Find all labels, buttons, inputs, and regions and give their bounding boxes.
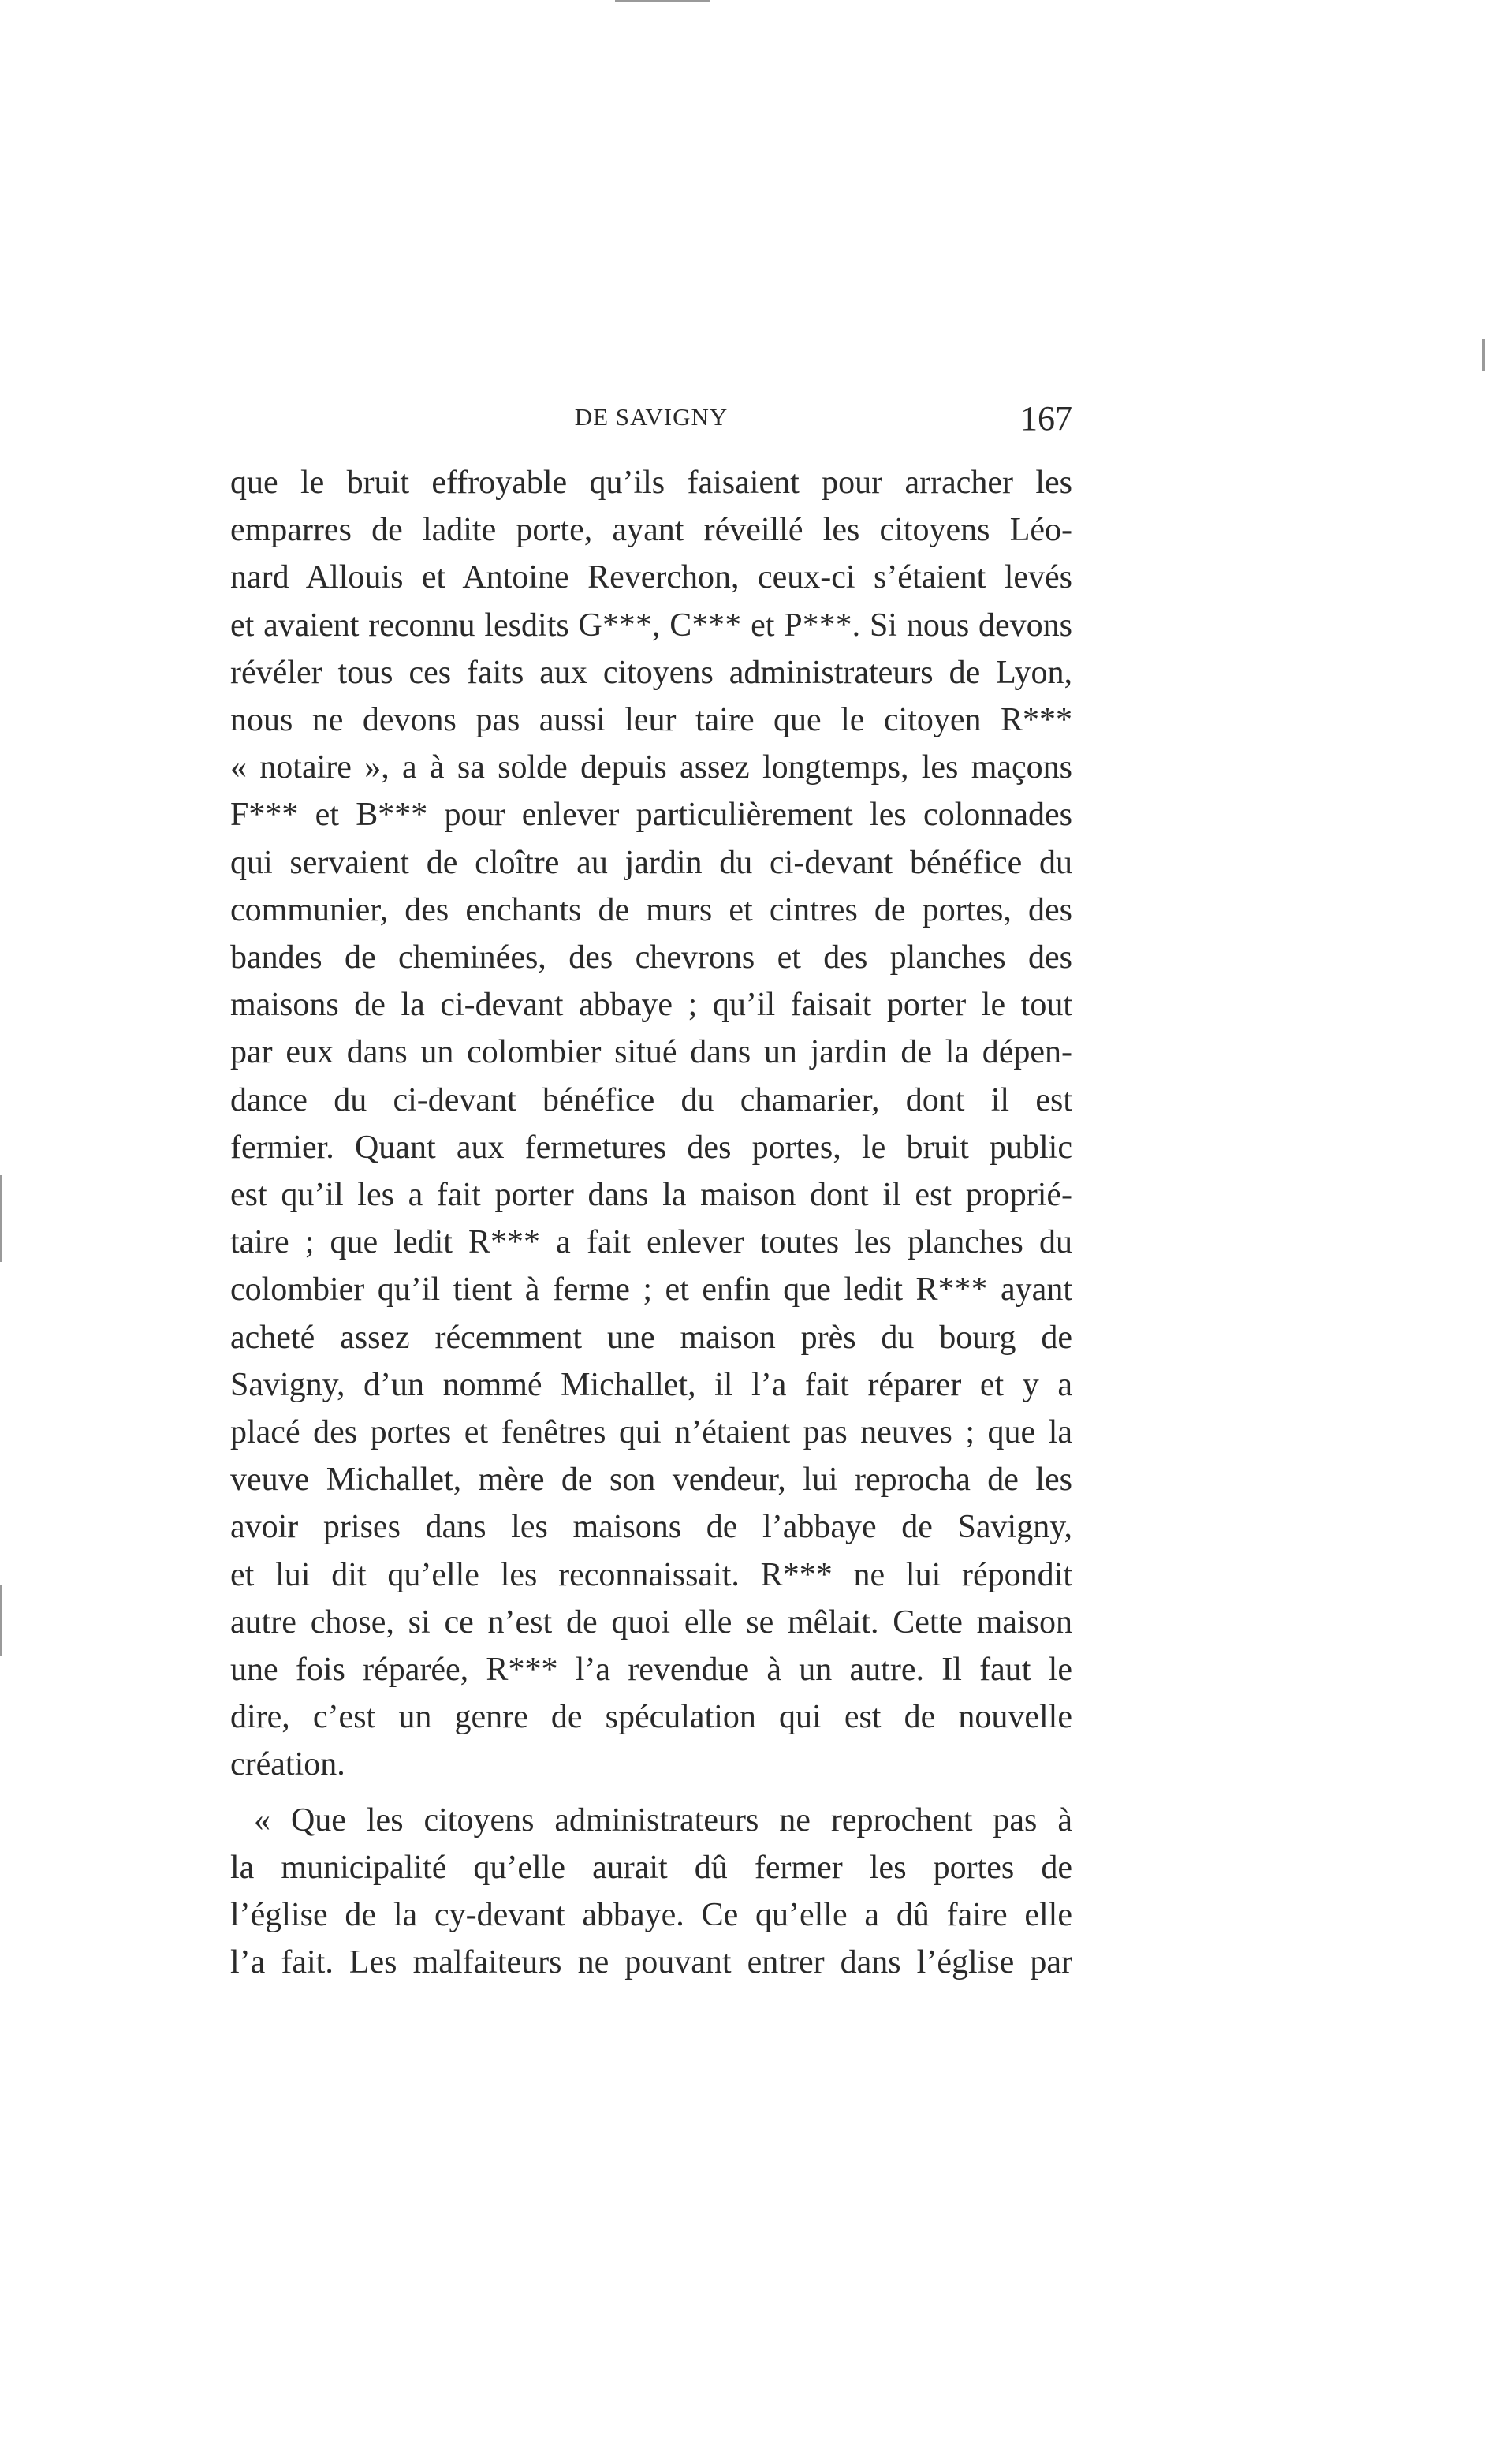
running-title: DE SAVIGNY: [574, 403, 729, 431]
text-line: nard Allouis et Antoine Reverchon, ceux-ci s’étaient levés: [230, 559, 1072, 596]
text-line: et lui dit qu’elle les reconnaissait. R*** ne lui répondit: [230, 1556, 1072, 1593]
text-line: placé des portes et fenêtres qui n’étaient pas neuves ; que la: [230, 1414, 1072, 1451]
text-line: communier, des enchants de murs et cintres de portes, des: [230, 891, 1072, 928]
text-line: l’a fait. Les malfaiteurs ne pouvant entrer dans l’église par: [230, 1944, 1072, 1981]
paragraph-1: [230, 459, 1072, 1789]
text-line: fermier. Quant aux fermetures des portes, le bruit public: [230, 1129, 1072, 1166]
scan-edge-mark: [615, 0, 710, 2]
text-line: est qu’il les a fait porter dans la maison dont il est proprié-: [230, 1177, 1072, 1214]
text-line: F*** et B*** pour enlever particulièrement les colonnades: [230, 797, 1072, 834]
text-line: avoir prises dans les maisons de l’abbaye de Savigny,: [230, 1509, 1072, 1546]
paragraph-2: [230, 1797, 1072, 1987]
body-text: [230, 459, 1072, 1987]
text-line: taire ; que ledit R*** a fait enlever toutes les planches du: [230, 1224, 1072, 1261]
text-line: autre chose, si ce n’est de quoi elle se mêlait. Cette maison: [230, 1603, 1072, 1641]
running-head: [230, 398, 1072, 446]
text-line: maisons de la ci-devant abbaye ; qu’il faisait porter le tout: [230, 987, 1072, 1024]
text-line: une fois réparée, R*** l’a revendue à un autre. Il faut le: [230, 1652, 1072, 1689]
text-line: emparres de ladite porte, ayant réveillé les citoyens Léo-: [230, 512, 1072, 549]
text-line: dire, c’est un genre de spéculation qui est de nouvelle: [230, 1699, 1072, 1736]
text-line: l’église de la cy-devant abbaye. Ce qu’elle a dû faire elle: [230, 1897, 1072, 1934]
text-line: bandes de cheminées, des chevrons et des planches des: [230, 939, 1072, 976]
text-line: qui servaient de cloître au jardin du ci-devant bénéfice du: [230, 844, 1072, 881]
text-line: dance du ci-devant bénéfice du chamarier, dont il est: [230, 1081, 1072, 1118]
text-line: acheté assez récemment une maison près du bourg de: [230, 1319, 1072, 1356]
text-line: « Que les citoyens administrateurs ne reprochent pas à: [254, 1801, 1072, 1839]
text-line: par eux dans un colombier situé dans un jardin de la dépen-: [230, 1034, 1072, 1071]
page-number: 167: [1020, 399, 1072, 438]
scan-edge-mark: [0, 1175, 2, 1262]
scan-edge-mark: [0, 1585, 2, 1656]
text-line: que le bruit effroyable qu’ils faisaient pour arracher les: [230, 465, 1072, 501]
text-line: Savigny, d’un nommé Michallet, il l’a fait réparer et y a: [230, 1366, 1072, 1403]
text-line: colombier qu’il tient à ferme ; et enfin que ledit R*** ayant: [230, 1271, 1072, 1309]
text-line: la municipalité qu’elle aurait dû fermer les portes de: [230, 1849, 1072, 1886]
text-line: nous ne devons pas aussi leur taire que le citoyen R***: [230, 702, 1072, 739]
text-line: « notaire », a à sa solde depuis assez longtemps, les maçons: [230, 749, 1072, 786]
scan-edge-mark: [1482, 339, 1485, 371]
text-line: et avaient reconnu lesdits G***, C*** et P***. Si nous devons: [230, 607, 1072, 644]
text-line: création.: [230, 1746, 345, 1783]
text-line: veuve Michallet, mère de son vendeur, lui reprocha de les: [230, 1462, 1072, 1499]
text-line: révéler tous ces faits aux citoyens administrateurs de Lyon,: [230, 654, 1072, 691]
